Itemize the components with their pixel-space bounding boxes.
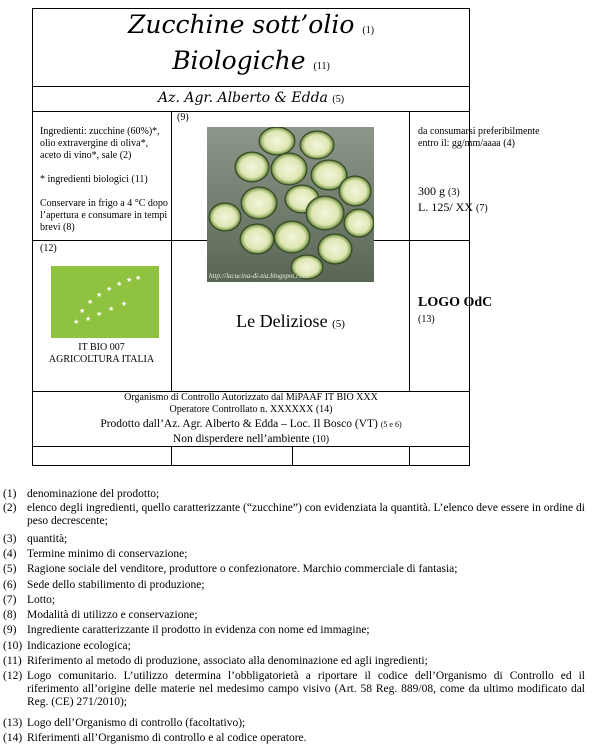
legend-text: Termine minimo di conservazione; xyxy=(27,548,188,560)
legend-number: (3) xyxy=(3,533,17,545)
svg-text:★: ★ xyxy=(73,318,80,326)
divider xyxy=(171,111,172,392)
svg-text:★: ★ xyxy=(126,276,133,284)
svg-text:★: ★ xyxy=(108,305,115,313)
quantity-text: 300 g xyxy=(418,184,445,198)
divider xyxy=(171,446,172,466)
legend-text: denominazione del prodotto; xyxy=(27,488,160,500)
legend-number: (7) xyxy=(3,594,17,606)
ref-number: (7) xyxy=(476,203,488,214)
svg-text:★: ★ xyxy=(87,298,94,306)
lot-block xyxy=(418,200,488,216)
best-before-block xyxy=(418,126,558,150)
divider xyxy=(32,86,470,87)
odc-logo-placeholder: LOGO OdC xyxy=(418,295,493,310)
svg-text:★: ★ xyxy=(135,274,142,282)
legend-text: Indicazione ecologica; xyxy=(27,640,131,652)
ref-number: (5 e 6) xyxy=(380,420,402,429)
legend-number: (5) xyxy=(3,563,17,575)
eco-line xyxy=(32,432,470,447)
best-before-text: da consumarsi preferibilmente entro il: gg/mm/aaaa xyxy=(418,126,540,149)
ref-number: (1) xyxy=(362,25,375,36)
legend-number: (8) xyxy=(3,609,17,621)
divider xyxy=(409,111,410,392)
divider xyxy=(409,446,410,466)
legend-number: (4) xyxy=(3,548,17,560)
divider xyxy=(292,446,293,466)
legend-text: elenco degli ingredienti, quello caratterizzante (“zucchine”) con evidenziata la quantità. L’elenco deve essere in ordine di peso decrescente; xyxy=(27,502,585,527)
svg-text:★: ★ xyxy=(96,291,103,299)
eu-organic-logo xyxy=(51,266,159,338)
subtitle-text: Biologiche xyxy=(172,46,306,75)
operator-code: Operatore Controllato n. XXXXXX (14) xyxy=(169,404,333,415)
ref-number: (5) xyxy=(332,318,345,330)
product-subtitle xyxy=(32,46,470,82)
legend-text: Lotto; xyxy=(27,594,56,606)
legend-text: Ragione sociale del venditore, produttore o confezionatore. Marchio commerciale di fantasia; xyxy=(27,563,458,575)
ref-number: (8) xyxy=(63,222,75,233)
ref-number: (4) xyxy=(503,138,515,149)
produced-by-line xyxy=(32,417,470,432)
zucchini-slices-image xyxy=(207,127,374,282)
odc-ref-number: (13) xyxy=(418,314,435,325)
lot-text: L. 125/ XX xyxy=(418,200,473,214)
svg-text:★: ★ xyxy=(121,300,128,308)
eco-note-text: Non disperdere nell’ambiente xyxy=(172,433,310,445)
legend-number: (6) xyxy=(3,579,17,591)
photo-watermark: http://lacucina-di-zia.blogspot.com xyxy=(209,272,308,280)
legend-number: (10) xyxy=(3,640,23,652)
organic-note: * ingredienti biologici (11) xyxy=(40,174,148,185)
producer-name: Az. Agr. Alberto & Edda xyxy=(157,90,328,106)
legend-number: (2) xyxy=(3,502,17,514)
svg-text:★: ★ xyxy=(79,307,86,315)
legend-number: (11) xyxy=(3,655,22,667)
svg-text:★: ★ xyxy=(106,285,113,293)
legend-text: Modalità di utilizzo e conservazione; xyxy=(27,609,198,621)
legend-number: (1) xyxy=(3,488,17,500)
legend-number: (12) xyxy=(3,670,23,682)
ref-number: (3) xyxy=(448,187,460,198)
legend-text: Logo dell’Organismo di controllo (facoltativo); xyxy=(27,717,246,729)
ref-number: (2) xyxy=(119,150,132,161)
product-title xyxy=(32,10,470,46)
svg-text:★: ★ xyxy=(116,280,123,288)
legend-number: (9) xyxy=(3,624,17,636)
ingredients-block xyxy=(40,126,168,162)
brand-name: Le Deliziose xyxy=(236,311,328,331)
svg-text:★: ★ xyxy=(96,310,103,318)
brand-block xyxy=(172,310,409,335)
storage-block xyxy=(40,198,168,234)
eu-logo-ref-number: (12) xyxy=(40,243,57,254)
control-body-text: Organismo di Controllo Autorizzato dal MiPAAF IT BIO XXX xyxy=(124,392,378,403)
eu-code: IT BIO 007 xyxy=(78,342,125,353)
legend-text: Riferimento al metodo di produzione, associato alla denominazione ed agli ingredienti; xyxy=(27,655,428,667)
quantity-block xyxy=(418,184,460,200)
eu-leaf-stars-icon xyxy=(51,266,159,338)
legend-text: Riferimenti all’Organismo di controllo e al codice operatore. xyxy=(27,732,307,744)
producer-line xyxy=(32,89,470,109)
legend-text: Ingrediente caratterizzante il prodotto in evidenza con nome ed immagine; xyxy=(27,624,370,636)
eu-origin: AGRICOLTURA ITALIA xyxy=(48,354,155,365)
title-text: Zucchine sott’olio xyxy=(127,10,355,39)
legend-number: (14) xyxy=(3,732,23,744)
legend-text: Logo comunitario. L’utilizzo determina l’obbligatorietà a riportare il codice dell’Organismo di Controllo ed il riferimento all’origine delle materie nel medesimo campo visivo (Art. 58 Reg. 889/08, come da ultimo modificato dal Reg. (CE) 271/2010); xyxy=(27,670,585,708)
svg-text:★: ★ xyxy=(85,315,92,323)
ref-number: (5) xyxy=(332,94,345,105)
legend-text: Sede dello stabilimento di produzione; xyxy=(27,579,205,591)
storage-text: Conservare in frigo a 4 °C dopo l’apertura e consumare in tempi brevi xyxy=(40,198,168,233)
ref-number: (10) xyxy=(312,434,330,445)
ingredients-text: Ingredienti: zucchine (60%)*, olio extravergine di oliva*, aceto di vino*, sale xyxy=(40,126,160,161)
legend-text: quantità; xyxy=(27,533,68,545)
image-ref-number: (9) xyxy=(177,112,189,123)
produced-by-text: Prodotto dall’Az. Agr. Alberto & Edda – Loc. Il Bosco (VT) xyxy=(100,418,378,430)
divider xyxy=(32,111,470,112)
legend-number: (13) xyxy=(3,717,23,729)
ref-number: (11) xyxy=(313,61,330,72)
zucchini-photo xyxy=(207,127,374,282)
